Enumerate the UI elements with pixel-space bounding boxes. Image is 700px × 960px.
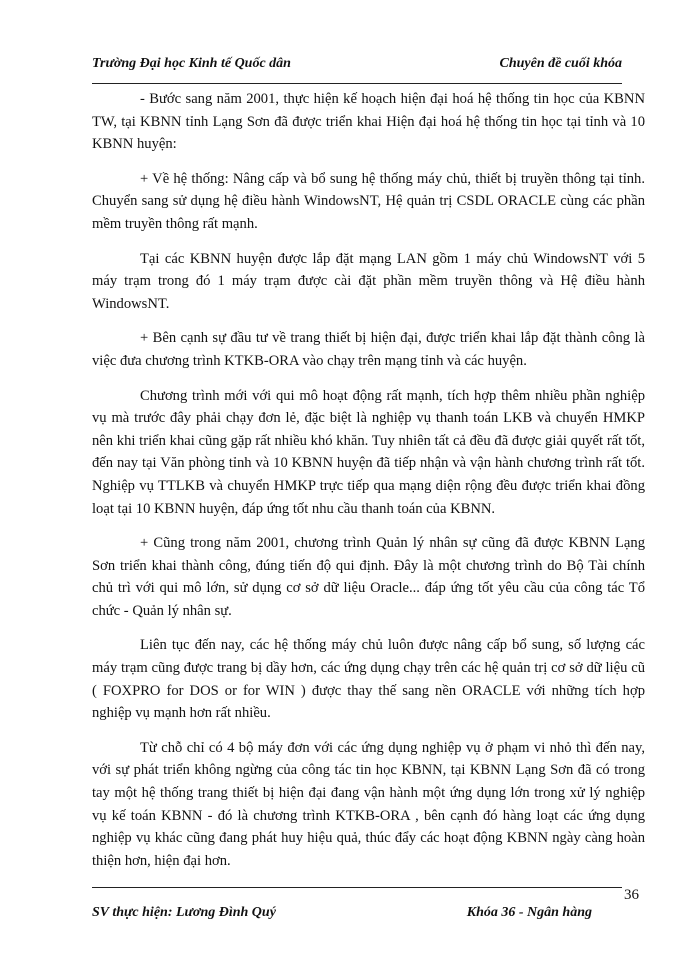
page-footer (92, 905, 592, 929)
paragraph: Chương trình mới với qui mô hoạt động rất mạnh, tích hợp thêm nhiều phần nghiệp vụ mà trước đây phải chạy đơn lẻ, đặc biệt là nghiệp vụ thanh toán LKB và chuyển HMKP nên khi triển khai cũng gặp rất nhiều khó khăn. Tuy nhiên tất cả đều đã được giải quyết rất tốt, đến nay tại Văn phòng tỉnh và 10 KBNN huyện đã tiếp nhận và vận hành chương trình rất tốt. Nghiệp vụ TTLKB và chuyển HMKP trực tiếp qua mạng diện rộng đều được triển khai đồng loạt tại 10 KBNN huyện, đáp ứng tốt nhu cầu thanh toán của KBNN. (92, 387, 645, 517)
paragraph: + Bên cạnh sự đầu tư về trang thiết bị hiện đại, được triển khai lắp đặt thành công là việc đưa chương trình KTKB-ORA vào chạy trên mạng tỉnh và các huyện. (92, 330, 645, 369)
footer-course: Khóa 36 - Ngân hàng (466, 905, 592, 920)
paragraph: Từ chỗ chỉ có 4 bộ máy đơn với các ứng dụng nghiệp vụ ở phạm vi nhỏ thì đến nay, với sự phát triển không ngừng của công tác tin học KBNN, tại KBNN Lạng Sơn đã có trong tay một hệ thống trang thiết bị hiện đại đang vận hành một ứng dụng lớn trong xử lý nghiệp vụ kế toán KBNN - đó là chương trình KTKB-ORA , bên cạnh đó hàng loạt các ứng dụng nghiệp vụ khác cũng đang phát huy hiệu quả, thúc đẩy các hoạt động KBNN ngày càng hoàn thiện hơn, hiện đại hơn. (92, 739, 645, 869)
header-document-type: Chuyên đề cuối khóa (499, 56, 622, 71)
paragraph: Tại các KBNN huyện được lắp đặt mạng LAN gồm 1 máy chủ WindowsNT với 5 máy trạm trong đó 1 máy trạm được cài đặt phần mềm truyền thông và Hệ điều hành WindowsNT. (92, 250, 645, 312)
paragraph: Liên tục đến nay, các hệ thống máy chủ luôn được nâng cấp bổ sung, số lượng các máy trạm cũng được trang bị dầy hơn, các ứng dụng chạy trên các hệ quản trị cơ sở dữ liệu cũ ( FOXPRO for DOS or for WIN ) được thay thế sang nền ORACLE với những tích hợp nghiệp vụ mạnh hơn rất nhiều. (92, 637, 645, 722)
footer-divider (92, 887, 622, 888)
header-divider (92, 83, 622, 84)
paragraph: + Cũng trong năm 2001, chương trình Quản lý nhân sự cũng đã được KBNN Lạng Sơn triển khai thành công, đúng tiến độ qui định. Đây là một chương trình do Bộ Tài chính chủ trì với qui mô lớn, sử dụng cơ sở dữ liệu Oracle... đáp ứng tốt yêu cầu của công tác Tổ chức - Quản lý nhân sự. (92, 535, 645, 619)
body-text (92, 88, 645, 872)
paragraph: - Bước sang năm 2001, thực hiện kế hoạch hiện đại hoá hệ thống tin học của KBNN TW, tại KBNN tỉnh Lạng Sơn đã được triển khai Hiện đại hoá hệ thống tin học tại tỉnh và 10 KBNN huyện: (92, 91, 645, 153)
paragraph: + Về hệ thống: Nâng cấp và bổ sung hệ thống máy chủ, thiết bị truyền thông tại tỉnh. Chuyển sang sử dụng hệ điều hành WindowsNT, Hệ quản trị CSDL ORACLE cùng các phần mềm truyền thông rất mạnh. (92, 170, 645, 232)
footer-student: SV thực hiện: Lương Đình Quý (92, 905, 276, 920)
page-number: 36 (624, 887, 639, 903)
page-header (92, 56, 622, 82)
header-university: Trường Đại học Kinh tế Quốc dân (92, 56, 291, 71)
